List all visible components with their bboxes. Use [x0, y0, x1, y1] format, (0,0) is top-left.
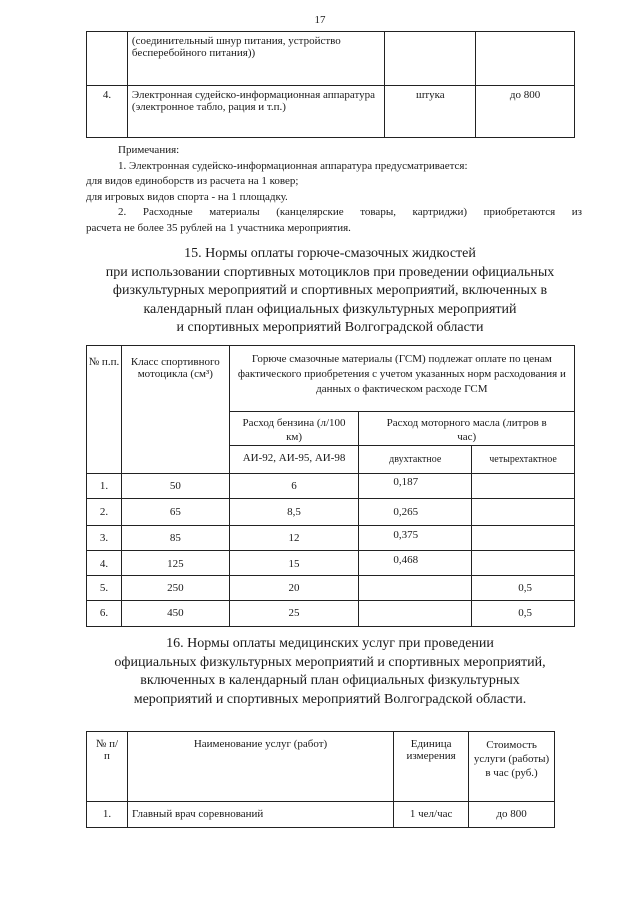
cell-two-stroke: 0,187 [359, 474, 472, 499]
header-cost: Стоимость услуги (работы) в час (руб.) [469, 732, 555, 802]
cell-cc: 250 [121, 576, 229, 601]
cell-two-stroke: 0,468 [359, 551, 472, 576]
cell-petrol: 12 [229, 526, 359, 551]
cell-num: 5. [87, 576, 122, 601]
header-oil: Расход моторного масла (литров в час) [359, 412, 575, 446]
note-line: для игровых видов спорта - на 1 площадку. [86, 190, 288, 203]
cell-two-stroke: 0,265 [359, 499, 472, 526]
table-row [87, 32, 575, 86]
cell-four-stroke [472, 499, 575, 526]
cell-cc: 450 [121, 601, 229, 627]
heading-line: включенных в календарный план официальных физкультурных [140, 673, 520, 688]
cell-unit: 1 чел/час [394, 802, 469, 828]
table-row [87, 499, 575, 526]
header-petrol: Расход бензина (л/100 км) [229, 412, 359, 446]
table-row [87, 526, 575, 551]
page-number: 17 [314, 14, 326, 26]
heading-line: при использовании спортивных мотоциклов при проведении официальных [105, 264, 555, 280]
header-num: № п/п [87, 732, 128, 802]
cell-name: Главный врач соревнований [127, 802, 393, 828]
heading-line: и спортивных мероприятий Волгоградской области [176, 320, 484, 335]
row-name: (соединительный шнур питания, устройство бесперебойного питания)) [127, 32, 384, 86]
table-row [87, 802, 555, 828]
header-class: Класс спортивного мотоцикла (см³) [121, 346, 229, 474]
cell-num: 4. [87, 551, 122, 576]
cell-four-stroke [472, 474, 575, 499]
cell-num: 1. [87, 802, 128, 828]
heading-line: мероприятий и спортивных мероприятий Волгоградской области. [133, 691, 527, 707]
header-gsm: Горюче смазочные материалы (ГСМ) подлежат оплате по ценам фактического приобретения с учетом указанных норм расходования и данных о фактическом расходе ГСМ [229, 346, 574, 412]
section-15-heading [60, 245, 600, 338]
heading-line: физкультурных мероприятий и спортивных мероприятий, включенных в [112, 283, 548, 298]
cell-petrol: 25 [229, 601, 359, 627]
table-row [87, 576, 575, 601]
section-16-heading [60, 635, 600, 709]
heading-line: 16. Нормы оплаты медицинских услуг при проведении [166, 636, 494, 651]
header-name: Наименование услуг (работ) [127, 732, 393, 802]
row-qty [476, 32, 575, 86]
note-line: расчета не более 35 рублей на 1 участника мероприятия. [86, 221, 351, 234]
row-unit [385, 32, 476, 86]
cell-num: 1. [87, 474, 122, 499]
note-line: 2. Расходные материалы (канцелярские товары, картриджи) приобретаются из [118, 206, 582, 218]
cell-two-stroke [359, 601, 472, 627]
cell-petrol: 15 [229, 551, 359, 576]
row-name: Электронная судейско-информационная аппаратура (электронное табло, рация и т.п.) [127, 86, 384, 138]
cell-cost: до 800 [469, 802, 555, 828]
row-num [87, 32, 128, 86]
heading-line: календарный план официальных физкультурных мероприятий [143, 301, 517, 317]
cell-four-stroke [472, 551, 575, 576]
note-line: для видов единоборств из расчета на 1 ковер; [86, 175, 299, 187]
header-four-stroke: четырехтактное [472, 446, 575, 474]
cell-cc: 50 [121, 474, 229, 499]
cell-num: 6. [87, 601, 122, 627]
cell-cc: 65 [121, 499, 229, 526]
header-num: № п.п. [87, 346, 122, 474]
header-row [87, 346, 575, 412]
notes-title: Примечания: [118, 144, 180, 156]
cell-petrol: 20 [229, 576, 359, 601]
cell-cc: 125 [121, 551, 229, 576]
header-two-stroke: двухтактное [359, 446, 472, 474]
heading-line: 15. Нормы оплаты горюче-смазочных жидкостей [184, 246, 476, 261]
table-row [87, 601, 575, 627]
equipment-table [86, 31, 575, 138]
row-qty: до 800 [476, 86, 575, 138]
cell-four-stroke: 0,5 [472, 576, 575, 601]
cell-cc: 85 [121, 526, 229, 551]
medical-services-table [86, 731, 555, 828]
table-row [87, 86, 575, 138]
row-num: 4. [87, 86, 128, 138]
note-line: 1. Электронная судейско-информационная аппаратура предусматривается: [118, 159, 468, 172]
cell-petrol: 8,5 [229, 499, 359, 526]
cell-two-stroke [359, 576, 472, 601]
header-unit: Единица измерения [394, 732, 469, 802]
fuel-norms-table [86, 345, 575, 627]
cell-two-stroke: 0,375 [359, 526, 472, 551]
cell-four-stroke [472, 526, 575, 551]
row-unit: штука [385, 86, 476, 138]
header-row [87, 732, 555, 802]
cell-num: 3. [87, 526, 122, 551]
heading-line: официальных физкультурных мероприятий и спортивных мероприятий, [114, 654, 546, 670]
table-row [87, 551, 575, 576]
header-petrol-grades: АИ-92, АИ-95, АИ-98 [229, 446, 359, 474]
table-row [87, 474, 575, 499]
cell-petrol: 6 [229, 474, 359, 499]
notes-block [86, 143, 582, 236]
cell-four-stroke: 0,5 [472, 601, 575, 627]
cell-num: 2. [87, 499, 122, 526]
